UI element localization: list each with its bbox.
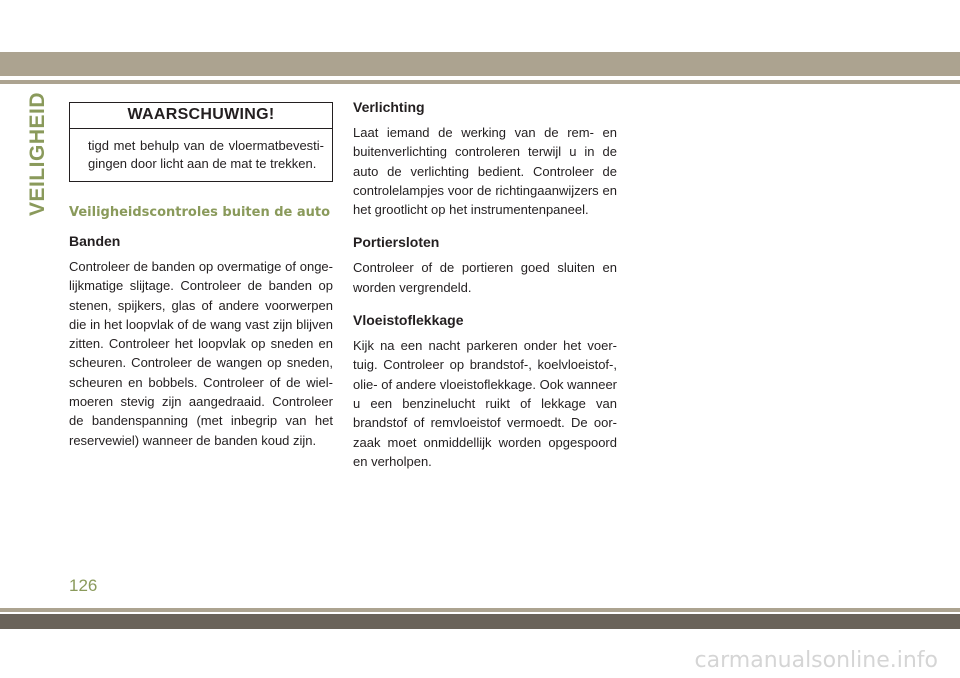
watermark: carmanualsonline.info (694, 648, 938, 673)
paragraph-banden: Controleer de banden op overmatige of onge- lijkmatige slijtage. Controleer de banden op stenen, spijkers, glas of andere voorwerpen die in het loopvlak of de wang vast zijn blijven zitten. Controleer het loopvlak op sneden en scheuren. Controleer de wangen op sneden, scheuren en bobbels. Controleer of de wiel- moeren stevig zijn aangedraaid. Controleer de bandenspanning (met inbegrip van het reservewiel) wanneer de banden koud zijn. (69, 259, 333, 448)
warning-title: WAARSCHUWING! (70, 103, 332, 129)
header-rule (0, 80, 960, 84)
heading-verlichting: Verlichting (353, 99, 425, 115)
warning-body: tigd met behulp van de vloermatbevesti- gingen door licht aan de mat te trekken. (88, 138, 324, 171)
heading-banden: Banden (69, 233, 121, 249)
right-column (353, 98, 617, 471)
left-column (69, 98, 333, 450)
warning-box (69, 102, 333, 182)
chapter-side-tab (26, 91, 50, 217)
paragraph-portiersloten: Controleer of de portieren goed sluiten en worden vergrendeld. (353, 260, 617, 295)
paragraph-verlichting: Laat iemand de werking van de rem- en buitenverlichting controleren terwijl u in de auto de verlichting bedient. Controleer de controlelampjes voor de richtingaanwijzers en het grootlicht op het instrumentenpaneel. (353, 125, 617, 218)
section-title: Veiligheidscontroles buiten de auto (69, 205, 331, 220)
chapter-side-tab-label: VEILIGHEID (26, 91, 49, 217)
paragraph-vloeistoflekkage: Kijk na een nacht parkeren onder het voer- tuig. Controleer op brandstof-, koelvloeistof-, olie- of andere vloeistoflekkage. Ook wanneer u een benzinelucht ruikt of lekkage van brandstof of remvloeistof vermoedt. De oor- zaak moet onmiddellijk worden opgespoord en verholpen. (353, 338, 617, 469)
footer-rule (0, 608, 960, 612)
footer-band (0, 614, 960, 629)
page-number: 126 (69, 576, 98, 595)
heading-vloeistoflekkage: Vloeistoflekkage (353, 312, 464, 329)
heading-portiersloten: Portiersloten (353, 234, 440, 251)
header-band (0, 52, 960, 76)
